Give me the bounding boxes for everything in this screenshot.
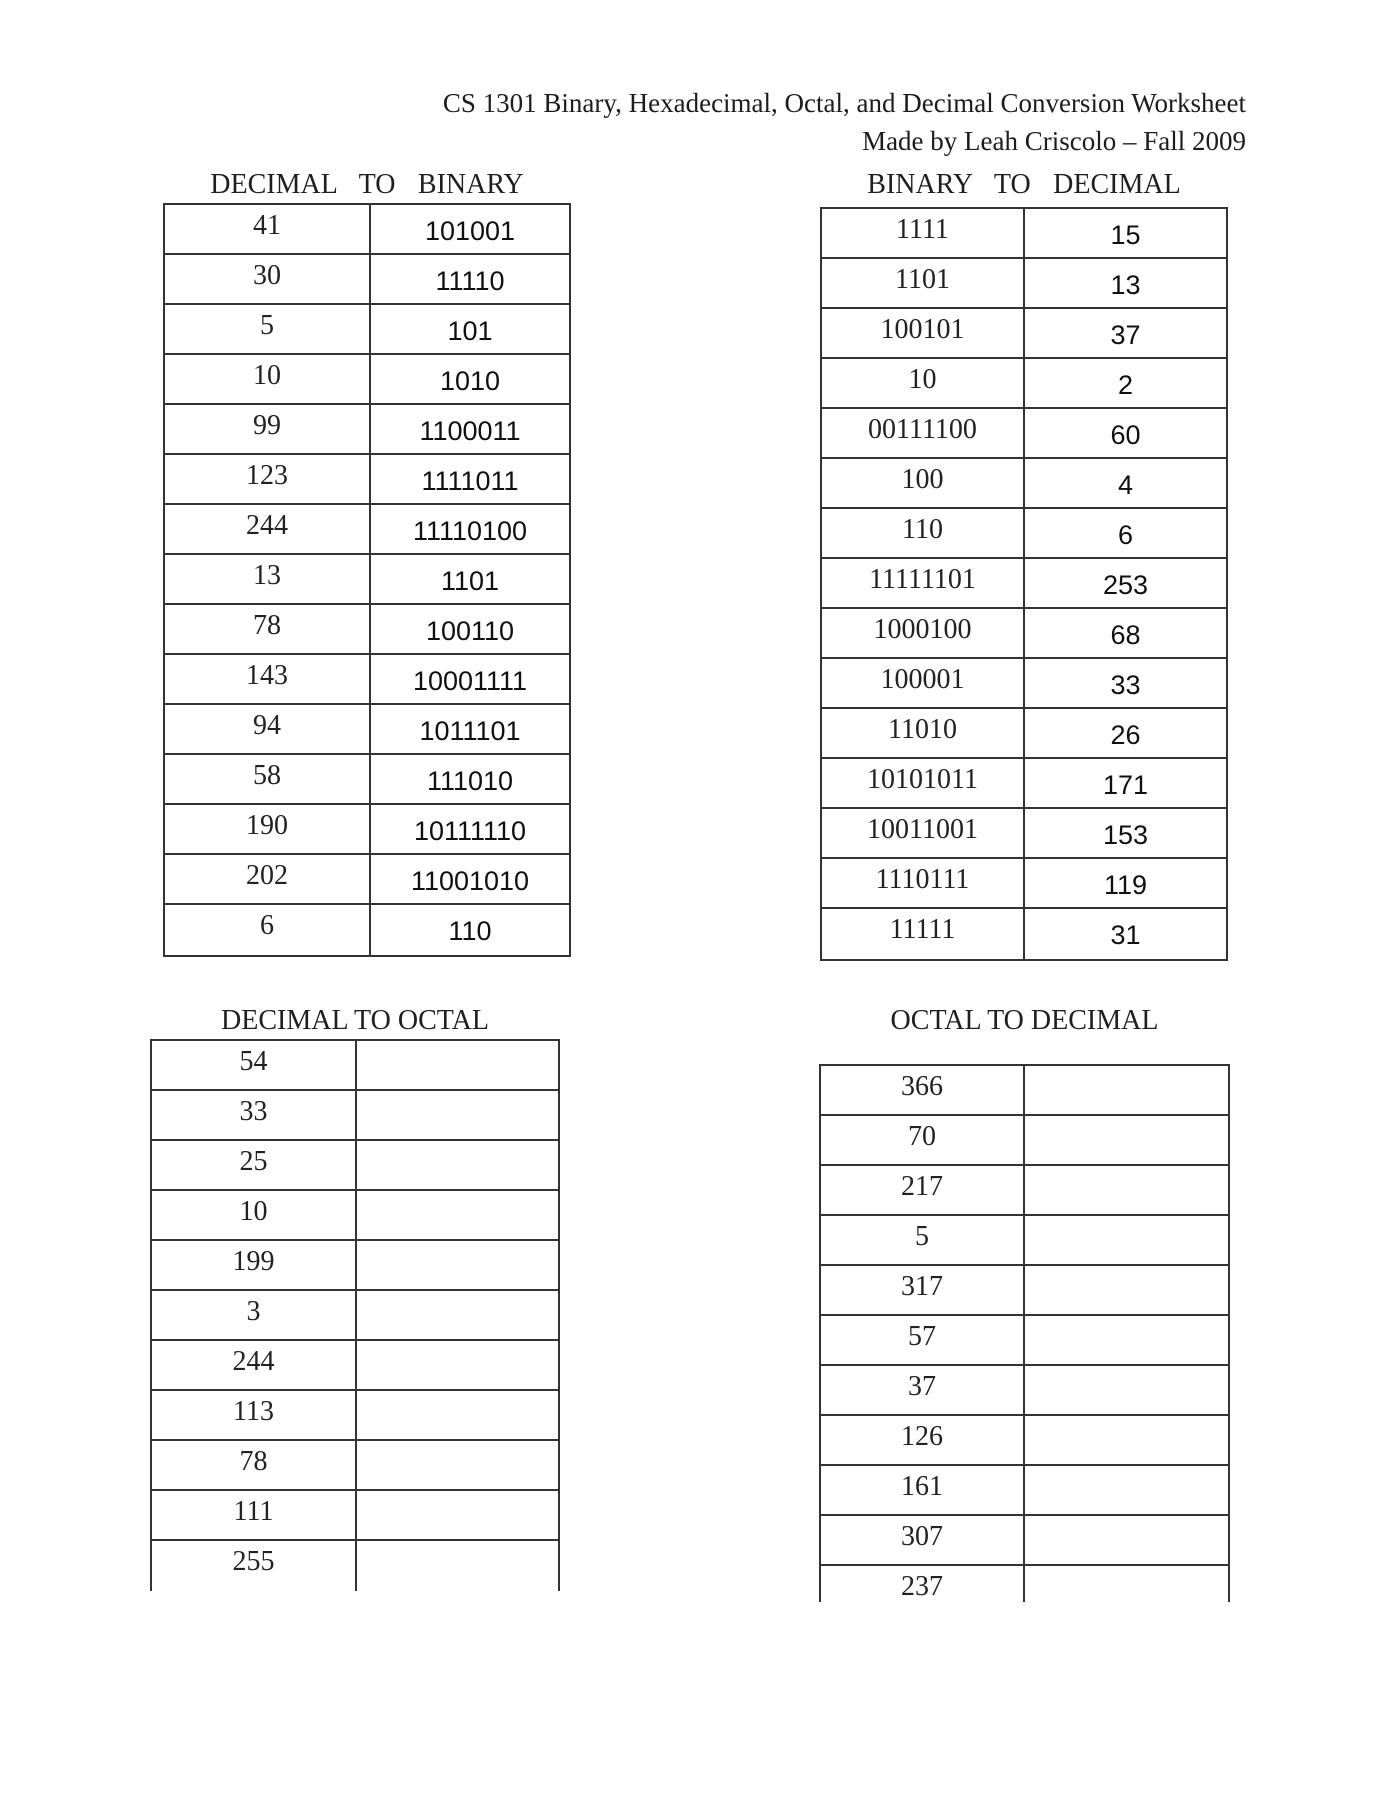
answer-cell (1025, 1516, 1228, 1564)
table-row (165, 755, 569, 805)
problem-cell: 244 (152, 1341, 357, 1389)
table-row (165, 205, 569, 255)
table-title: DECIMAL TO OCTAL (221, 1005, 489, 1036)
answer-cell (1025, 1166, 1228, 1214)
worksheet-header (443, 84, 1246, 160)
table-grid (820, 207, 1228, 961)
table-grid (163, 203, 571, 957)
answer-cell: 31 (1110, 920, 1141, 950)
problem-cell: 1111 (822, 209, 1025, 257)
answer-cell: 68 (1110, 620, 1141, 650)
answer-cell (357, 1491, 558, 1539)
problem-cell: 58 (165, 755, 371, 803)
answer-cell (1025, 1316, 1228, 1364)
problem-cell: 111 (152, 1491, 357, 1539)
answer-cell (1025, 1366, 1228, 1414)
problem-cell: 199 (152, 1241, 357, 1289)
table-row (165, 405, 569, 455)
table-row (165, 305, 569, 355)
problem-cell: 10 (822, 359, 1025, 407)
answer-cell (357, 1541, 558, 1591)
answer-cell: 153 (1102, 820, 1149, 850)
problem-cell: 190 (165, 805, 371, 853)
table-row (822, 909, 1226, 959)
answer-cell (1025, 1566, 1228, 1602)
header-byline: Made by Leah Criscolo – Fall 2009 (862, 126, 1246, 156)
problem-cell: 11010 (822, 709, 1025, 757)
problem-cell: 78 (152, 1441, 357, 1489)
table-row (165, 655, 569, 705)
answer-cell: 11110 (435, 266, 505, 296)
problem-cell: 237 (821, 1566, 1025, 1602)
problem-cell: 3 (152, 1291, 357, 1339)
problem-cell: 143 (165, 655, 371, 703)
table-row (822, 859, 1226, 909)
answer-cell: 11110100 (412, 516, 528, 546)
answer-cell: 1010 (439, 366, 501, 396)
problem-cell: 217 (821, 1166, 1025, 1214)
answer-cell: 171 (1102, 770, 1149, 800)
problem-cell: 37 (821, 1366, 1025, 1414)
table-grid (819, 1064, 1230, 1602)
answer-cell: 33 (1110, 670, 1141, 700)
answer-cell: 101 (447, 316, 493, 346)
answer-cell (357, 1141, 558, 1189)
table-row (165, 505, 569, 555)
table-row (821, 1316, 1228, 1366)
answer-cell (1025, 1116, 1228, 1164)
answer-cell (1025, 1216, 1228, 1264)
answer-cell: 2 (1117, 370, 1134, 400)
table-row (821, 1266, 1228, 1316)
answer-cell (1025, 1466, 1228, 1514)
table-row (822, 659, 1226, 709)
answer-cell: 6 (1117, 520, 1134, 550)
problem-cell: 5 (165, 305, 371, 353)
table-row (152, 1041, 558, 1091)
problem-cell: 307 (821, 1516, 1025, 1564)
answer-cell: 13 (1110, 270, 1141, 300)
answer-cell: 1100011 (419, 416, 521, 446)
problem-cell: 5 (821, 1216, 1025, 1264)
answer-cell (357, 1341, 558, 1389)
table-row (165, 905, 569, 955)
table-row (821, 1116, 1228, 1166)
table-row (822, 309, 1226, 359)
answer-cell: 1101 (440, 566, 500, 596)
table-row (152, 1141, 558, 1191)
table-row (152, 1291, 558, 1341)
answer-cell: 253 (1102, 570, 1149, 600)
table-row (152, 1441, 558, 1491)
problem-cell: 99 (165, 405, 371, 453)
answer-cell (357, 1191, 558, 1239)
problem-cell: 70 (821, 1116, 1025, 1164)
problem-cell: 10101011 (822, 759, 1025, 807)
table-row (822, 259, 1226, 309)
answer-cell (357, 1291, 558, 1339)
table-row (152, 1541, 558, 1591)
answer-cell (1025, 1066, 1228, 1114)
problem-cell: 00111100 (822, 409, 1025, 457)
answer-cell: 10111110 (413, 816, 527, 846)
table-row (152, 1241, 558, 1291)
problem-cell: 1000100 (822, 609, 1025, 657)
table-row (165, 855, 569, 905)
answer-cell: 1011101 (419, 716, 521, 746)
binary-to-decimal-table (820, 167, 1228, 961)
table-row (822, 759, 1226, 809)
problem-cell: 57 (821, 1316, 1025, 1364)
answer-cell: 4 (1117, 470, 1134, 500)
answer-cell: 37 (1110, 320, 1141, 350)
table-row (821, 1216, 1228, 1266)
problem-cell: 244 (165, 505, 371, 553)
table-row (152, 1191, 558, 1241)
answer-cell: 1111011 (421, 466, 519, 496)
answer-cell: 60 (1110, 420, 1141, 450)
answer-cell (357, 1091, 558, 1139)
table-row (152, 1391, 558, 1441)
table-title: OCTAL TO DECIMAL (890, 1005, 1159, 1036)
answer-cell: 101001 (424, 216, 516, 246)
problem-cell: 113 (152, 1391, 357, 1439)
table-title: BINARY TO DECIMAL (867, 169, 1181, 200)
problem-cell: 1110111 (822, 859, 1025, 907)
table-row (822, 459, 1226, 509)
problem-cell: 317 (821, 1266, 1025, 1314)
table-row (165, 455, 569, 505)
table-row (152, 1341, 558, 1391)
table-row (821, 1516, 1228, 1566)
table-row (165, 555, 569, 605)
problem-cell: 78 (165, 605, 371, 653)
table-row (165, 355, 569, 405)
answer-cell: 111010 (426, 766, 514, 796)
problem-cell: 100101 (822, 309, 1025, 357)
table-row (822, 209, 1226, 259)
table-row (822, 559, 1226, 609)
problem-cell: 366 (821, 1066, 1025, 1114)
problem-cell: 13 (165, 555, 371, 603)
decimal-to-octal-table (150, 1003, 560, 1591)
problem-cell: 100001 (822, 659, 1025, 707)
problem-cell: 33 (152, 1091, 357, 1139)
problem-cell: 1101 (822, 259, 1025, 307)
table-row (821, 1066, 1228, 1116)
answer-cell (357, 1041, 558, 1089)
answer-cell (357, 1391, 558, 1439)
answer-cell: 11001010 (410, 866, 530, 896)
table-grid (150, 1039, 560, 1591)
problem-cell: 123 (165, 455, 371, 503)
problem-cell: 255 (152, 1541, 357, 1591)
table-row (152, 1091, 558, 1141)
table-row (822, 709, 1226, 759)
table-row (165, 805, 569, 855)
problem-cell: 94 (165, 705, 371, 753)
table-row (822, 359, 1226, 409)
answer-cell: 119 (1103, 870, 1148, 900)
table-row (822, 509, 1226, 559)
problem-cell: 202 (165, 855, 371, 903)
problem-cell: 10 (152, 1191, 357, 1239)
table-row (822, 409, 1226, 459)
decimal-to-binary-table (163, 167, 571, 957)
octal-to-decimal-table (819, 1003, 1230, 1602)
answer-cell: 100110 (425, 616, 515, 646)
problem-cell: 11111101 (822, 559, 1025, 607)
answer-cell: 110 (448, 916, 492, 946)
answer-cell (357, 1241, 558, 1289)
problem-cell: 10 (165, 355, 371, 403)
problem-cell: 10011001 (822, 809, 1025, 857)
problem-cell: 25 (152, 1141, 357, 1189)
answer-cell (1025, 1416, 1228, 1464)
table-row (165, 255, 569, 305)
table-row (822, 809, 1226, 859)
problem-cell: 11111 (822, 909, 1025, 959)
problem-cell: 6 (165, 905, 371, 955)
answer-cell: 15 (1110, 220, 1141, 250)
table-row (821, 1166, 1228, 1216)
problem-cell: 100 (822, 459, 1025, 507)
header-title: CS 1301 Binary, Hexadecimal, Octal, and Decimal Conversion Worksheet (442, 88, 1246, 118)
problem-cell: 126 (821, 1416, 1025, 1464)
table-row (821, 1366, 1228, 1416)
answer-cell: 10001111 (412, 666, 528, 696)
table-row (152, 1491, 558, 1541)
answer-cell (1025, 1266, 1228, 1314)
problem-cell: 110 (822, 509, 1025, 557)
table-title: DECIMAL TO BINARY (210, 169, 524, 200)
problem-cell: 41 (165, 205, 371, 253)
problem-cell: 30 (165, 255, 371, 303)
table-row (821, 1566, 1228, 1602)
table-row (821, 1416, 1228, 1466)
table-row (822, 609, 1226, 659)
table-row (821, 1466, 1228, 1516)
problem-cell: 54 (152, 1041, 357, 1089)
problem-cell: 161 (821, 1466, 1025, 1514)
answer-cell: 26 (1110, 720, 1141, 750)
table-row (165, 605, 569, 655)
answer-cell (357, 1441, 558, 1489)
table-row (165, 705, 569, 755)
